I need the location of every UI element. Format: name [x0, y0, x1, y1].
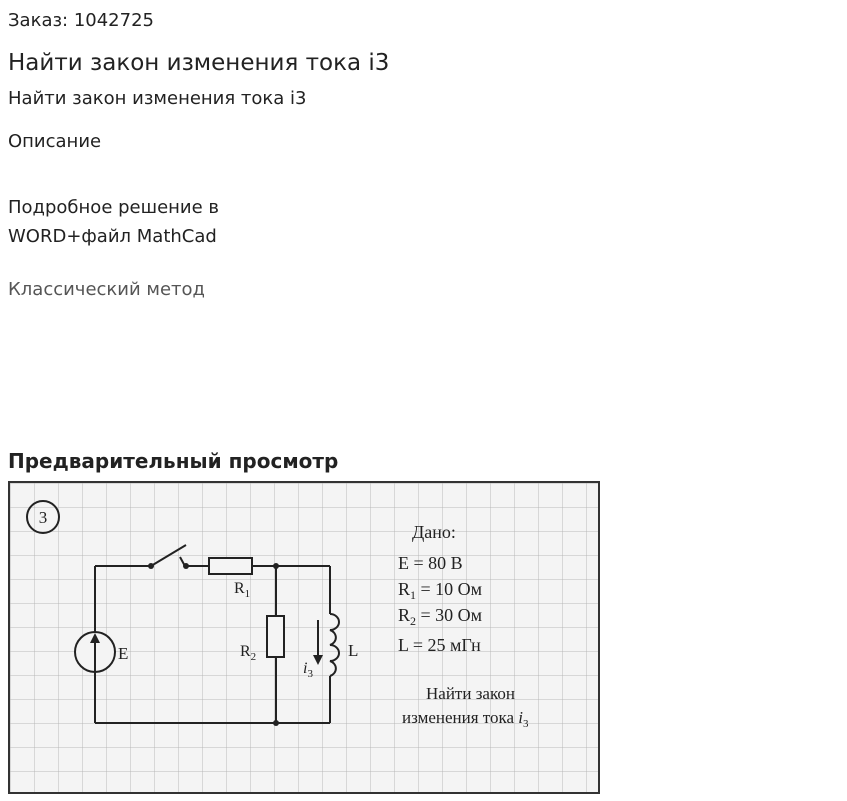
circuit-diagram: [10, 483, 598, 792]
given-l: L = 25 мГн: [398, 635, 481, 655]
label-source: E: [118, 644, 129, 663]
description-heading: Описание: [8, 131, 102, 152]
label-current: $i_3$: [303, 660, 313, 680]
page-title: Найти закон изменения тока i3: [8, 50, 390, 76]
resistor-r1: [209, 558, 252, 574]
label-inductor: L: [348, 641, 359, 660]
problem-number: 3: [38, 508, 48, 527]
preview-image: [8, 481, 600, 794]
given-heading: Дано:: [412, 522, 456, 542]
circuit-wires: [95, 566, 330, 723]
switch: [148, 545, 189, 569]
task-line-1: Найти закон: [426, 684, 515, 703]
label-r1: $R_1$: [234, 580, 251, 600]
order-number: Заказ: 1042725: [8, 10, 154, 31]
inductor: [330, 614, 339, 676]
given-r1: $R_1 = 10$ Ом: [398, 579, 483, 602]
label-r2: $R_2$: [240, 643, 257, 663]
method-label: Классический метод: [8, 279, 205, 300]
resistor-r2: [267, 616, 284, 657]
given-e: E = 80 В: [398, 553, 463, 573]
description-body: Подробное решение в WORD+файл MathCad: [8, 197, 220, 247]
preview-heading: Предварительный просмотр: [8, 449, 339, 473]
given-r2: $R_2 = 30$ Ом: [398, 605, 483, 628]
task-summary: Найти закон изменения тока i3: [8, 88, 307, 109]
task-line-2: изменения тока $i_3$: [402, 708, 529, 730]
